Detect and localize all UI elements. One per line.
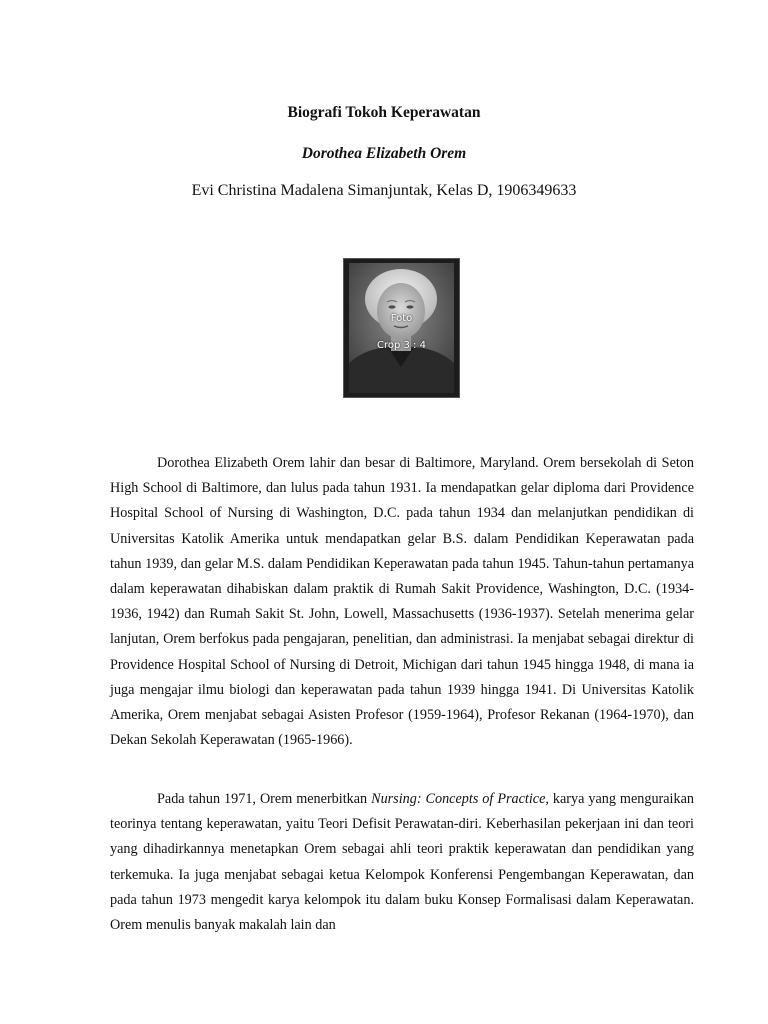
body-paragraph-2 xyxy=(110,787,694,938)
book-title: Nursing: Concepts of Practice xyxy=(371,791,546,807)
paragraph-2-text-start: Pada tahun 1971, Orem menerbitkan xyxy=(157,791,372,807)
portrait-image xyxy=(349,263,454,393)
portrait-photo xyxy=(343,258,460,398)
photo-placeholder-label: Foto xyxy=(390,313,413,324)
photo-crop-label: Crop 3 : 4 xyxy=(377,340,426,351)
author-line: Evi Christina Madalena Simanjuntak, Kelas D, 1906349633 xyxy=(191,182,577,199)
body-paragraph-1: Dorothea Elizabeth Orem lahir dan besar di Baltimore, Maryland. Orem bersekolah di Seton High School di Baltimore, dan lulus pada tahun 1931. Ia mendapatkan gelar diploma dari Providence Hospital School of Nursing di Washington, D.C. pada tahun 1934 dan melanjutkan pendidikan di Universitas Katolik Amerika untuk mendapatkan gelar B.S. dalam Pendidikan Keperawatan pada tahun 1939, dan gelar M.S. dalam Pendidikan Keperawatan pada tahun 1945. Tahun-tahun pertamanya dalam keperawatan dihabiskan dalam praktik di Rumah Sakit Providence, Washington, D.C. (1934-1936, 1942) dan Rumah Sakit St. John, Lowell, Massachusetts (1936-1937). Setelah menerima gelar lanjutan, Orem berfokus pada pengajaran, penelitian, dan administrasi. Ia menjabat sebagai direktur di Providence Hospital School of Nursing di Detroit, Michigan dari tahun 1945 hingga 1948, di mana ia juga mengajar ilmu biologi dan keperawatan pada tahun 1939 hingga 1941. Di Universitas Katolik Amerika, Orem menjabat sebagai Asisten Profesor (1959-1964), Profesor Rekanan (1964-1970), dan Dekan Sekolah Keperawatan (1965-1966). xyxy=(110,455,694,749)
portrait-drawing xyxy=(349,263,454,393)
paragraph-2-text-end: , karya yang menguraikan teorinya tentang keperawatan, yaitu Teori Defisit Perawatan-diri. Keberhasilan pekerjaan ini dan teori yang dihadirkannya menetapkan Orem sebagai ahli teori praktik keperawatan dan pendidikan yang terkemuka. Ia juga menjabat sebagai ketua Kelompok Konferensi Pengembangan Keperawatan, dan pada tahun 1973 mengedit karya kelompok itu dalam buku Konsep Formalisasi dalam Keperawatan. Orem menulis banyak makalah lain dan xyxy=(110,791,694,934)
document-subject: Dorothea Elizabeth Orem xyxy=(301,145,467,162)
document-title: Biografi Tokoh Keperawatan xyxy=(287,104,481,121)
